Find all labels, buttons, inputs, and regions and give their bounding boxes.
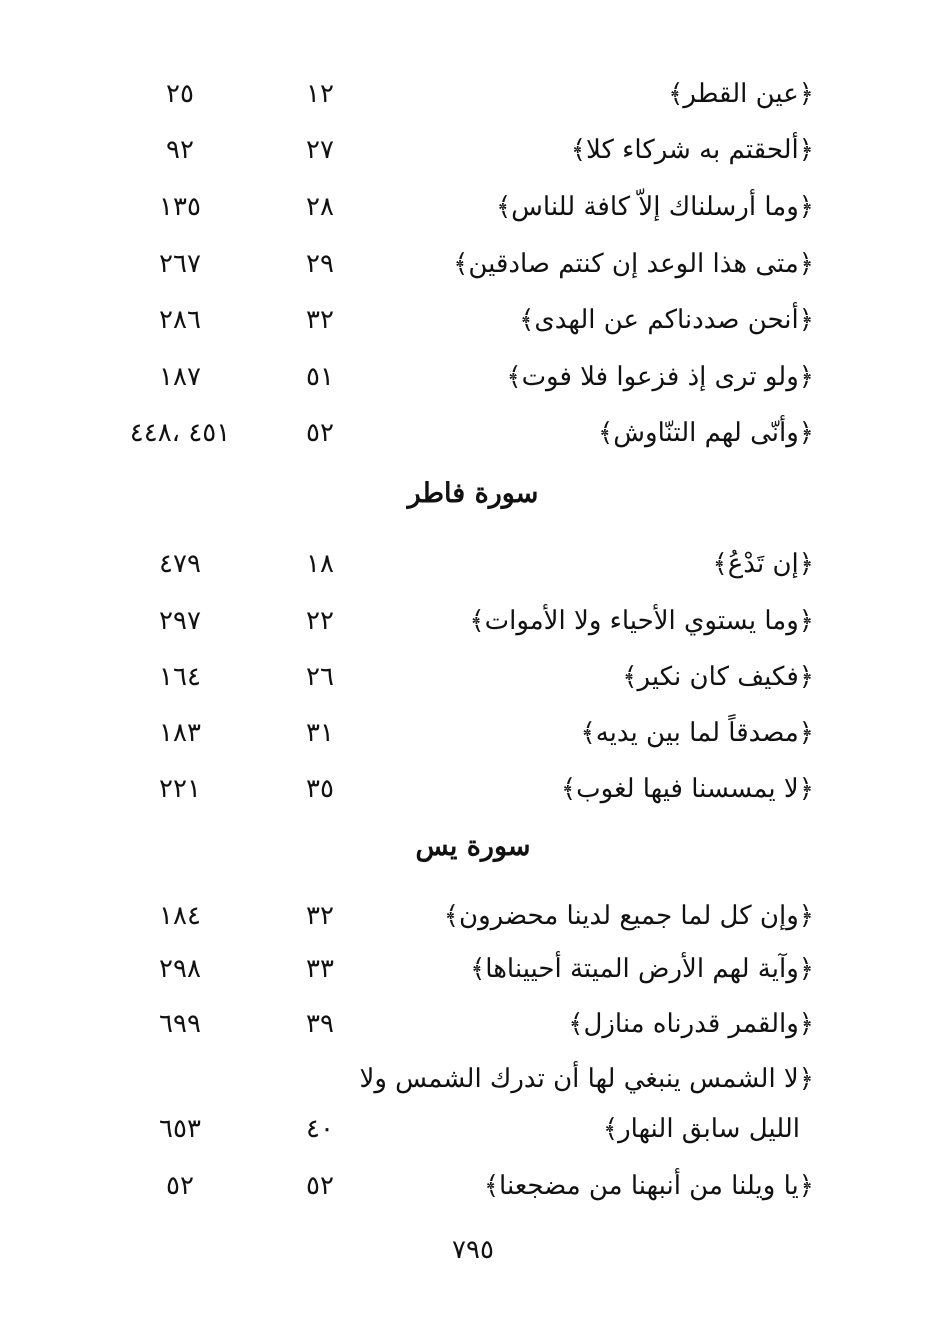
index-row bbox=[0, 240, 946, 288]
verse-text: ﴿وما أرسلناك إلاّ كافة للناس﴾ bbox=[495, 192, 814, 222]
page-reference: ٥٢ bbox=[166, 1171, 194, 1201]
verse-text: ﴿وآية لهم الأرض الميتة أحييناها﴾ bbox=[470, 954, 814, 984]
page-reference: ٦٩٩ bbox=[159, 1009, 201, 1039]
ayah-number: ٥٢ bbox=[306, 418, 334, 448]
ayah-number: ٣١ bbox=[306, 718, 334, 748]
ayah-number: ٣٥ bbox=[306, 774, 334, 804]
verse-text: ﴿وأنّى لهم التنّاوش﴾ bbox=[598, 418, 814, 448]
ayah-number: ١٨ bbox=[306, 549, 334, 579]
verse-text: ﴿عين القطر﴾ bbox=[668, 79, 814, 109]
index-row bbox=[0, 70, 946, 118]
verse-text: ﴿ولو ترى إذ فزعوا فلا فوت﴾ bbox=[506, 362, 814, 392]
verse-text: ﴿مصدقاً لما بين يديه﴾ bbox=[580, 718, 814, 748]
index-row-wrapped bbox=[0, 1055, 946, 1155]
page-reference: ٢٥ bbox=[166, 79, 194, 109]
ayah-number: ٣٢ bbox=[306, 305, 334, 335]
ayah-number: ٢٧ bbox=[306, 135, 334, 165]
page-reference: ٢٦٧ bbox=[159, 249, 201, 279]
verse-text: ﴿أنحن صددناكم عن الهدى﴾ bbox=[519, 305, 814, 335]
ayah-number: ٣٣ bbox=[306, 954, 334, 984]
page-reference: ٢٩٨ bbox=[159, 954, 201, 984]
index-row bbox=[0, 296, 946, 344]
index-row bbox=[0, 409, 946, 457]
index-row bbox=[0, 353, 946, 401]
verse-text: ﴿إن تَدْعُ﴾ bbox=[712, 549, 814, 579]
page-reference: ٩٢ bbox=[166, 135, 194, 165]
verse-text-line1: ﴿لا الشمس ينبغي لها أن تدرك الشمس ولا bbox=[359, 1064, 814, 1094]
verse-text: ﴿متى هذا الوعد إن كنتم صادقين﴾ bbox=[453, 249, 814, 279]
verse-text: ﴿فكيف كان نكير﴾ bbox=[622, 662, 814, 692]
ayah-number: ٢٨ bbox=[306, 192, 334, 222]
verse-text: ﴿وإن كل لما جميع لدينا محضرون﴾ bbox=[443, 901, 814, 931]
index-row bbox=[0, 709, 946, 757]
page-reference: ١٨٧ bbox=[159, 362, 201, 392]
ayah-number: ٣٢ bbox=[306, 901, 334, 931]
index-row bbox=[0, 765, 946, 813]
ayah-number: ٥١ bbox=[306, 362, 334, 392]
page-reference: ١٦٤ bbox=[159, 662, 201, 692]
ayah-number: ٣٩ bbox=[306, 1009, 334, 1039]
index-row bbox=[0, 183, 946, 231]
surah-heading: سورة يس bbox=[415, 831, 531, 862]
ayah-number: ٢٢ bbox=[306, 606, 334, 636]
page-reference: ٤٧٩ bbox=[159, 549, 201, 579]
verse-text: ﴿يا ويلنا من أنبهنا من مضجعنا﴾ bbox=[483, 1171, 814, 1201]
page-reference: ٦٥٣ bbox=[159, 1114, 201, 1144]
verse-text: ﴿لا يمسسنا فيها لغوب﴾ bbox=[560, 774, 814, 804]
page-reference: ٢٩٧ bbox=[159, 606, 201, 636]
ayah-number: ٤٠ bbox=[306, 1114, 334, 1144]
page-reference: ٤٥١ ،٤٤٨ bbox=[129, 418, 231, 448]
page-reference: ١٨٤ bbox=[159, 901, 201, 931]
ayah-number: ١٢ bbox=[306, 79, 334, 109]
surah-heading: سورة فاطر bbox=[407, 478, 539, 509]
index-row bbox=[0, 597, 946, 645]
index-row bbox=[0, 540, 946, 588]
verse-text: ﴿ألحقتم به شركاء كلا﴾ bbox=[570, 135, 814, 165]
index-row bbox=[0, 892, 946, 940]
verse-text: ﴿والقمر قدرناه منازل﴾ bbox=[568, 1009, 814, 1039]
index-row bbox=[0, 1000, 946, 1048]
ayah-number: ٢٩ bbox=[306, 249, 334, 279]
index-row bbox=[0, 653, 946, 701]
ayah-number: ٥٢ bbox=[306, 1171, 334, 1201]
ayah-number: ٢٦ bbox=[306, 662, 334, 692]
page-reference: ٢٢١ bbox=[159, 774, 201, 804]
verse-text: ﴿وما يستوي الأحياء ولا الأموات﴾ bbox=[469, 606, 814, 636]
page-reference: ٢٨٦ bbox=[159, 305, 201, 335]
page-number: ٧٩٥ bbox=[452, 1235, 494, 1265]
index-row bbox=[0, 1162, 946, 1210]
page-reference: ١٨٣ bbox=[159, 718, 201, 748]
page-reference: ١٣٥ bbox=[159, 192, 201, 222]
index-row bbox=[0, 945, 946, 993]
verse-text-line2: الليل سابق النهار﴾ bbox=[602, 1114, 800, 1144]
index-row bbox=[0, 126, 946, 174]
